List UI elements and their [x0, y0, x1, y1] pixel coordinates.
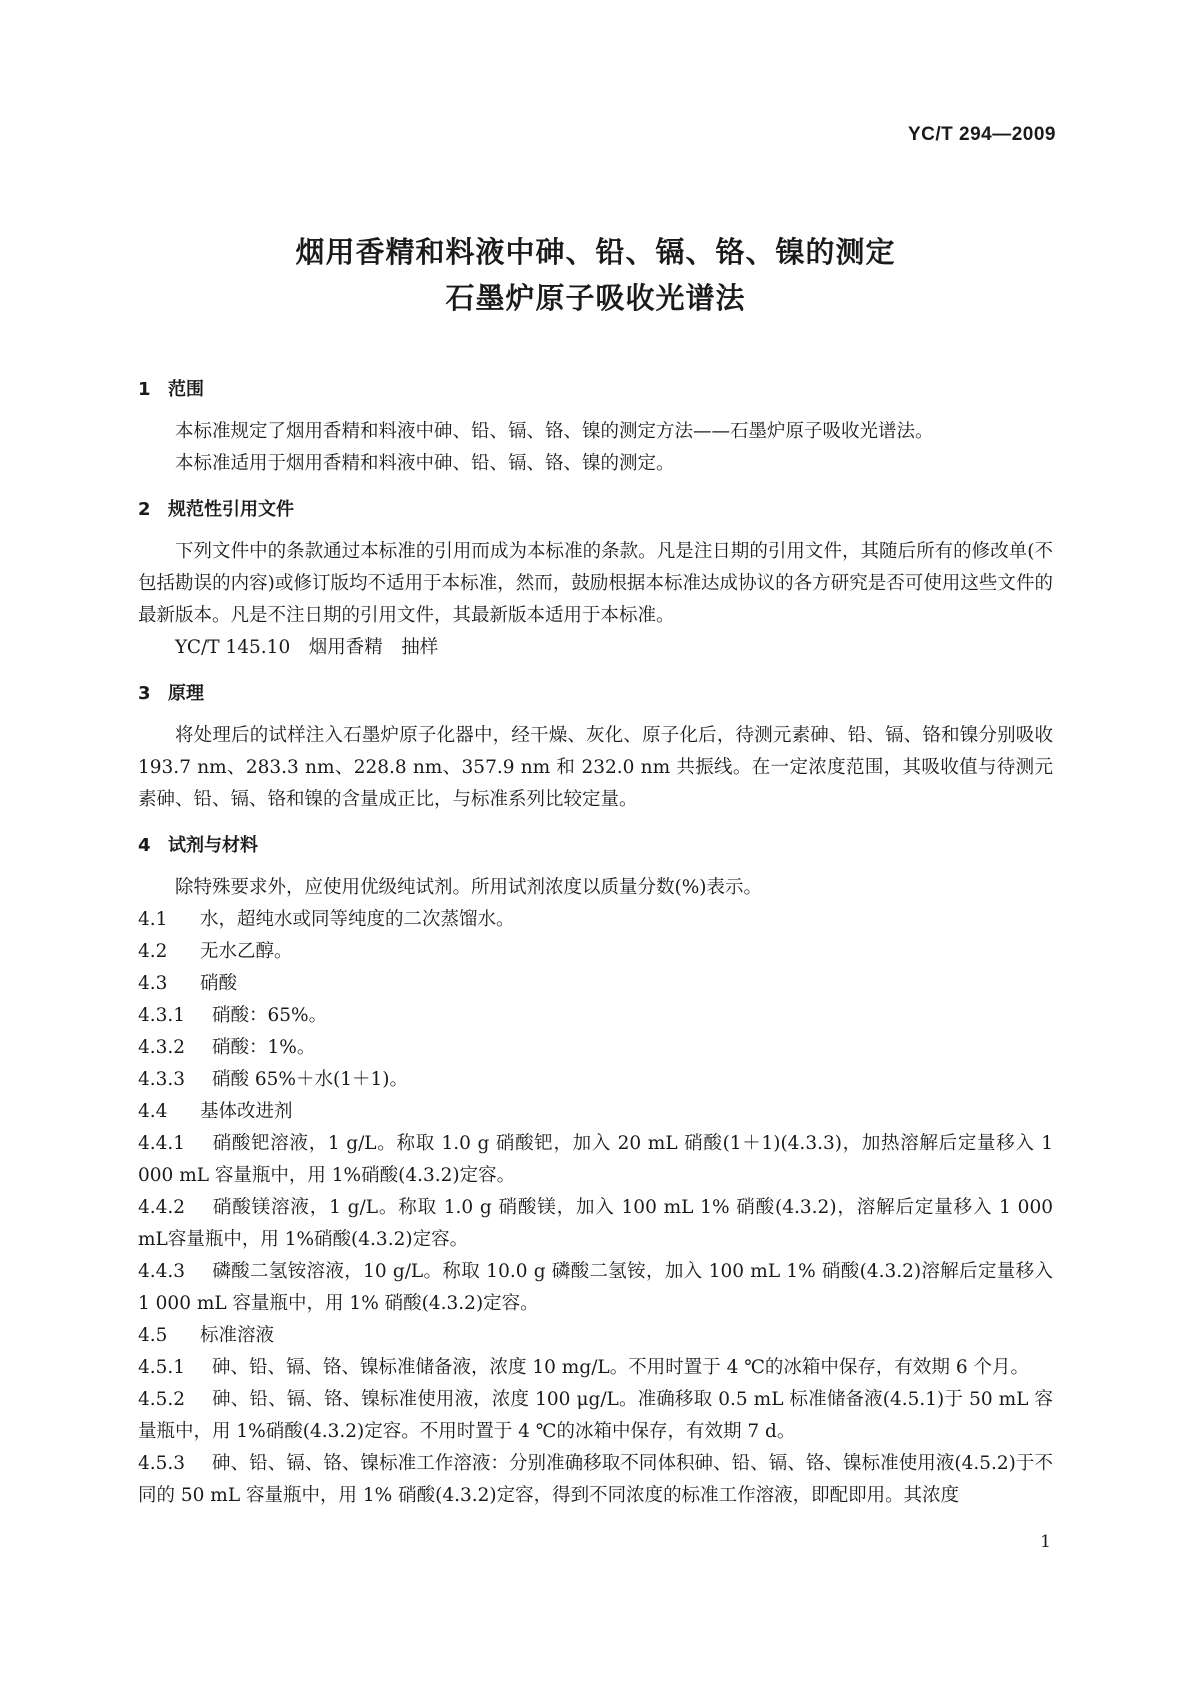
- clause: [138, 1448, 1053, 1512]
- clause-number: 4.5.3: [138, 1453, 186, 1474]
- clause: [138, 1032, 1053, 1064]
- section-number: 3: [138, 683, 151, 704]
- clause-text: 硝酸：65%。: [212, 1005, 328, 1026]
- document-subtitle: 石墨炉原子吸收光谱法: [445, 281, 746, 315]
- clause-number: 4.5.1: [138, 1357, 186, 1378]
- clause-text: 水，超纯水或同等纯度的二次蒸馏水。: [200, 909, 515, 930]
- clause-number: 4.1: [138, 909, 168, 930]
- clause: [138, 1064, 1053, 1096]
- clause: [138, 1000, 1053, 1032]
- standard-code: YC/T 294—2009: [907, 124, 1056, 145]
- paragraph: 除特殊要求外，应使用优级纯试剂。所用试剂浓度以质量分数(%)表示。: [175, 877, 763, 898]
- reference-entry: YC/T 145.10 烟用香精 抽样: [175, 637, 439, 658]
- clause-number: 4.2: [138, 941, 168, 962]
- section-number: 2: [138, 499, 151, 520]
- clause-number: 4.4.3: [138, 1261, 186, 1282]
- clause-number: 4.5.2: [138, 1389, 186, 1410]
- section-number: 1: [138, 379, 151, 400]
- clause: [138, 1192, 1053, 1256]
- clause-text: 硝酸：1%。: [212, 1037, 316, 1058]
- clause-text: 标准溶液: [200, 1325, 275, 1346]
- section-title: 规范性引用文件: [168, 499, 294, 520]
- paragraph: 下列文件中的条款通过本标准的引用而成为本标准的条款。凡是注日期的引用文件，其随后所有的修改单(不包括勘误的内容)或修订版均不适用于本标准，然而，鼓励根据本标准达成协议的各方研究是否可使用这些文件的最新版本。凡是不注日期的引用文件，其最新版本适用于本标准。: [138, 541, 1053, 626]
- clause: [138, 1384, 1053, 1448]
- section-heading-principle: [138, 678, 1053, 710]
- clause-text: 砷、铅、镉、铬、镍标准工作溶液：分别准确移取不同体积砷、铅、镉、铬、镍标准使用液(4.5.2)于不同的 50 mL 容量瓶中，用 1% 硝酸(4.3.2)定容，得到不同浓度的标准工作溶液，即配即用。其浓度: [138, 1453, 1053, 1506]
- document-body: [138, 374, 1053, 1512]
- section-number: 4: [138, 835, 151, 856]
- clause: [138, 1128, 1053, 1192]
- clause: [138, 968, 1053, 1000]
- clause-text: 硝酸镁溶液，1 g/L。称取 1.0 g 硝酸镁，加入 100 mL 1% 硝酸(4.3.2)，溶解后定量移入 1 000 mL容量瓶中，用 1%硝酸(4.3.2)定容。: [138, 1197, 1053, 1250]
- clause-text: 硝酸 65%＋水(1＋1)。: [212, 1069, 408, 1090]
- clause: [138, 1256, 1053, 1320]
- clause-text: 硝酸: [200, 973, 238, 994]
- section-heading-normative-references: [138, 494, 1053, 526]
- clause-number: 4.3: [138, 973, 168, 994]
- clause-number: 4.5: [138, 1325, 168, 1346]
- paragraph: 本标准适用于烟用香精和料液中砷、铅、镉、铬、镍的测定。: [175, 453, 675, 474]
- clause-number: 4.4: [138, 1101, 168, 1122]
- section-title: 原理: [168, 683, 204, 704]
- paragraph: 本标准规定了烟用香精和料液中砷、铅、镉、铬、镍的测定方法——石墨炉原子吸收光谱法。: [175, 421, 934, 442]
- clause: [138, 936, 1053, 968]
- section-heading-scope: [138, 374, 1053, 406]
- clause-number: 4.4.1: [138, 1133, 186, 1154]
- clause-number: 4.3.3: [138, 1069, 186, 1090]
- clause: [138, 1352, 1053, 1384]
- clause: [138, 1320, 1053, 1352]
- clause-number: 4.3.2: [138, 1037, 186, 1058]
- clause: [138, 1096, 1053, 1128]
- clause-text: 无水乙醇。: [200, 941, 293, 962]
- clause: [138, 904, 1053, 936]
- section-title: 试剂与材料: [168, 835, 258, 856]
- clause-text: 磷酸二氢铵溶液，10 g/L。称取 10.0 g 磷酸二氢铵，加入 100 mL 1% 硝酸(4.3.2)溶解后定量移入 1 000 mL 容量瓶中，用 1% 硝酸(4.3.2)定容。: [138, 1261, 1053, 1314]
- section-title: 范围: [168, 379, 204, 400]
- clause-text: 砷、铅、镉、铬、镍标准使用液，浓度 100 μg/L。准确移取 0.5 mL 标准储备液(4.5.1)于 50 mL 容量瓶中，用 1%硝酸(4.3.2)定容。不用时置于 4 ℃的冰箱中保存，有效期 7 d。: [138, 1389, 1053, 1442]
- section-heading-reagents: [138, 830, 1053, 862]
- clause-number: 4.4.2: [138, 1197, 186, 1218]
- paragraph: 将处理后的试样注入石墨炉原子化器中，经干燥、灰化、原子化后，待测元素砷、铅、镉、铬和镍分别吸收 193.7 nm、283.3 nm、228.8 nm、357.9 nm 和 232.0 nm 共振线。在一定浓度范围，其吸收值与待测元素砷、铅、镉、铬和镍的含量成正比，与标准系列比较定量。: [138, 725, 1053, 810]
- clause-text: 基体改进剂: [200, 1101, 293, 1122]
- clause-text: 硝酸钯溶液，1 g/L。称取 1.0 g 硝酸钯，加入 20 mL 硝酸(1＋1)(4.3.3)，加热溶解后定量移入 1 000 mL 容量瓶中，用 1%硝酸(4.3.2)定容。: [138, 1133, 1053, 1186]
- clause-text: 砷、铅、镉、铬、镍标准储备液，浓度 10 mg/L。不用时置于 4 ℃的冰箱中保存，有效期 6 个月。: [212, 1357, 1029, 1378]
- document-title: 烟用香精和料液中砷、铅、镉、铬、镍的测定: [295, 235, 896, 269]
- clause-number: 4.3.1: [138, 1005, 186, 1026]
- page-number: 1: [1040, 1532, 1051, 1552]
